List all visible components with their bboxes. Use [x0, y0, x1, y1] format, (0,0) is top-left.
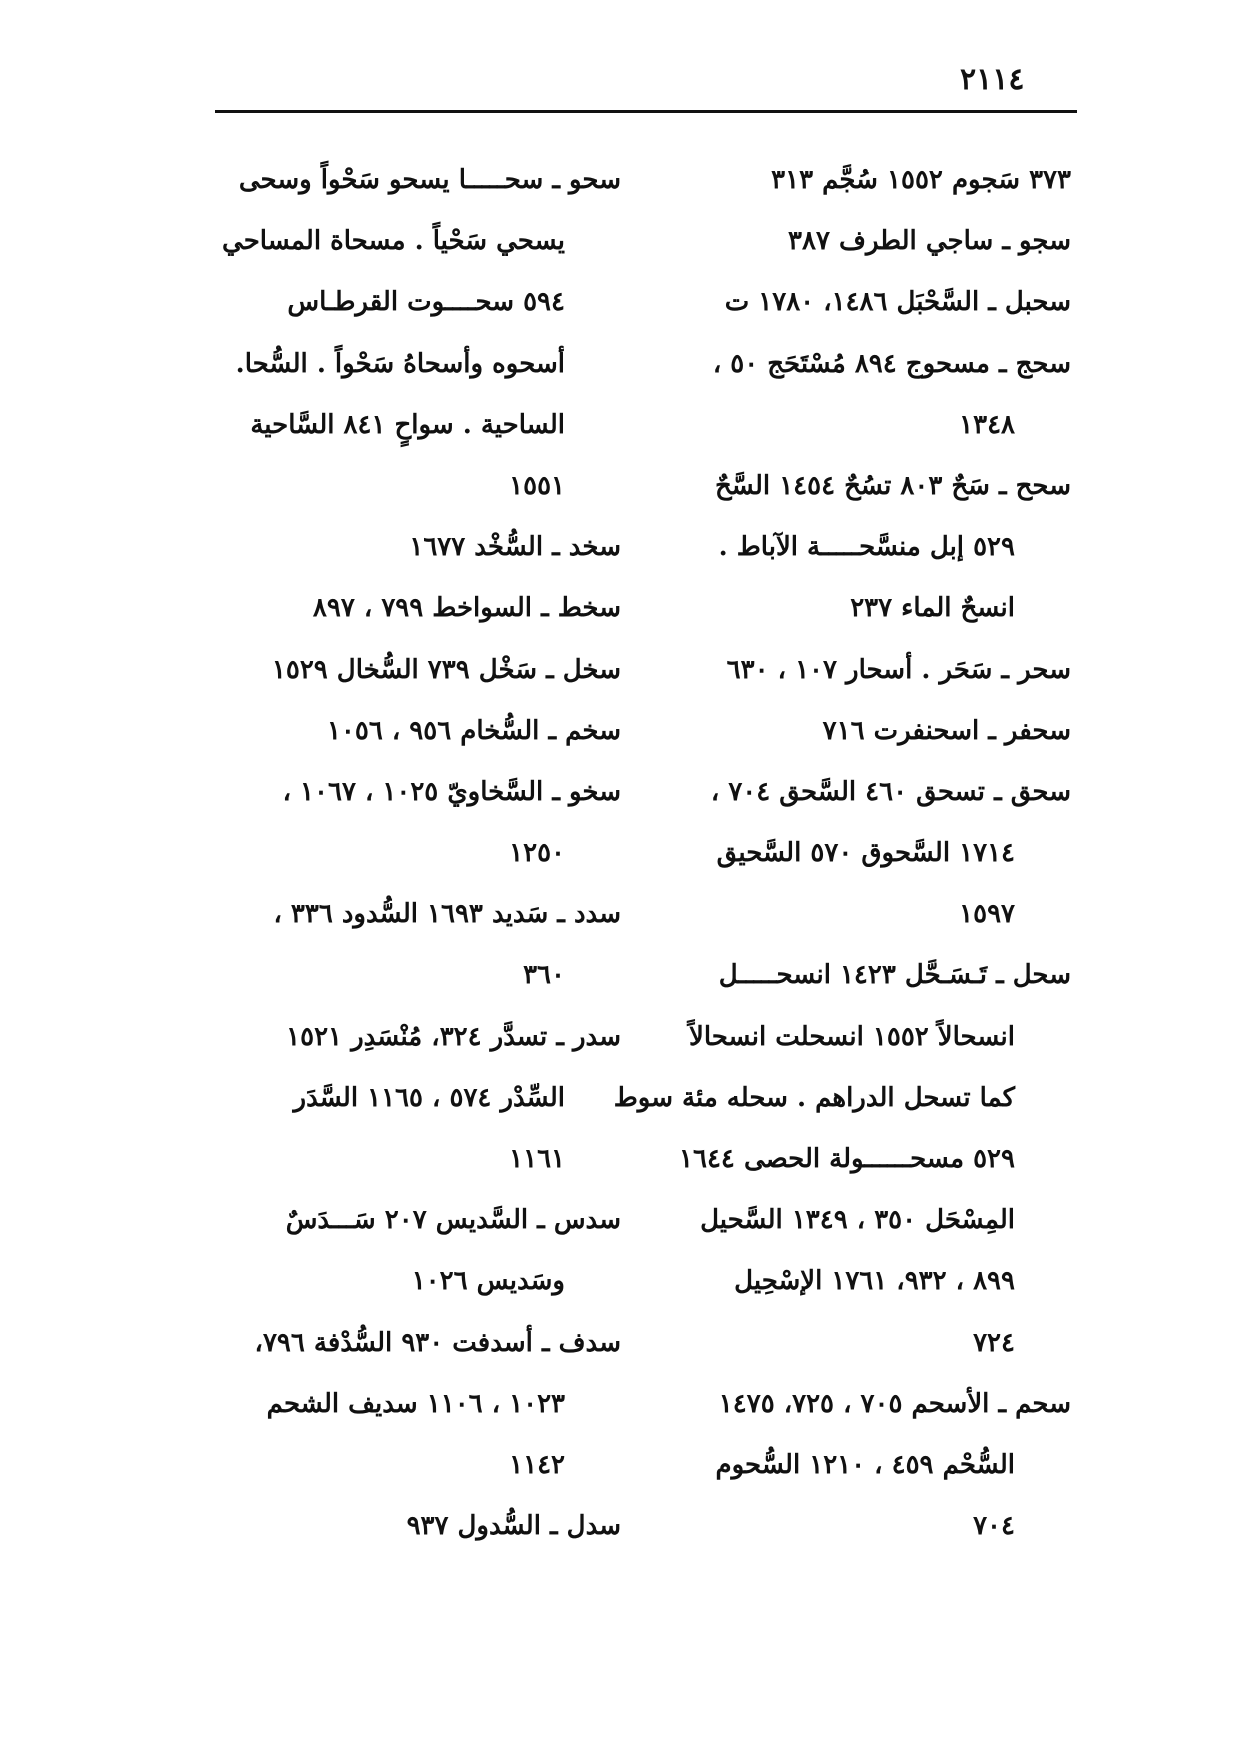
index-line: سحح ـ سَحٌ ٨٠٣ تسُحٌ ١٤٥٤ السَّحٌ [715, 470, 1071, 501]
index-line: ١٠٢٣ ، ١١٠٦ سديف الشحم [266, 1388, 565, 1419]
index-line: انسحالاً ١٥٥٢ انسحلت انسحالاً [689, 1021, 1015, 1052]
index-line: سدس ـ السَّديس ٢٠٧ سَـــدَسٌ [285, 1205, 621, 1236]
index-line: سحبل ـ السَّحْبَل ١٤٨٦، ١٧٨٠ ت [724, 287, 1071, 318]
index-line: ٧٠٤ [973, 1511, 1015, 1542]
index-line: ٥٢٩ مسحــــــولة الحصى ١٦٤٤ [679, 1144, 1015, 1174]
index-line: السُّحْم ٤٥٩ ، ١٢١٠ السُّحوم [715, 1449, 1015, 1480]
index-line: سخل ـ سَخْل ٧٣٩ السُّخال ١٥٢٩ [271, 654, 621, 685]
index-line: كما تسحل الدراهم . سحله مئة سوط [613, 1082, 1015, 1113]
index-line: سخد ـ السُّخْد ١٦٧٧ [409, 532, 621, 563]
index-line: انسحٌ الماء ٢٣٧ [850, 593, 1015, 624]
index-line: الساحية . سواحٍ ٨٤١ السَّاحية [250, 409, 565, 440]
index-line: سدد ـ سَديد ١٦٩٣ السُّدود ٣٣٦ ، [273, 899, 621, 930]
index-line: سحو ـ سحـــــا يسحو سَحْواً وسحى [238, 165, 621, 195]
index-line: ١٢٥٠ [509, 838, 565, 869]
right-column [613, 150, 1071, 1557]
page-number: ٢١١٤ [960, 62, 1025, 97]
index-line: ١٥٩٧ [959, 899, 1015, 930]
left-column [201, 150, 621, 1557]
index-line: سخط ـ السواخط ٧٩٩ ، ٨٩٧ [312, 593, 621, 624]
index-line: سدف ـ أسدفت ٩٣٠ السُّدْفة ٧٩٦، [254, 1327, 621, 1358]
index-line: ١١٤٢ [509, 1449, 565, 1480]
index-line: سحج ـ مسحوج ٨٩٤ مُسْتَحَج ٥٠ ، [712, 348, 1071, 379]
index-line: سحق ـ تسحق ٤٦٠ السَّحق ٧٠٤ ، [710, 776, 1071, 807]
index-line: المِسْحَل ٣٥٠ ، ١٣٤٩ السَّحيل [700, 1205, 1015, 1236]
index-line: سحل ـ تَـسَـحَّل ١٤٢٣ انسحـــــل [718, 960, 1071, 991]
index-line: وسَديس ١٠٢٦ [411, 1266, 565, 1297]
index-line: ١٧١٤ السَّحوق ٥٧٠ السَّحيق [716, 838, 1015, 869]
index-line: سخو ـ السَّخاويّ ١٠٢٥ ، ١٠٦٧ ، [282, 776, 621, 807]
index-line: ٣٦٠ [523, 960, 565, 991]
index-line: ٥٢٩ إبل منسَّحـــــة الآباط . [718, 532, 1015, 563]
index-line: يسحي سَحْياً . مسحاة المساحي [222, 226, 565, 257]
index-line: سحفر ـ اسحنفرت ٧١٦ [822, 715, 1071, 746]
index-line: سجو ـ ساجي الطرف ٣٨٧ [788, 226, 1071, 257]
index-line: ١٥٥١ [509, 470, 565, 501]
index-line: سدر ـ تسدَّر ٣٢٤، مُنْسَدِر ١٥٢١ [286, 1021, 621, 1052]
index-line: سخم ـ السُّخام ٩٥٦ ، ١٠٥٦ [326, 715, 621, 746]
header-rule [215, 110, 1077, 113]
index-line: ١٣٤٨ [959, 409, 1015, 440]
index-line: أسحوه وأسحاهُ سَحْواً . السُّحا. [235, 348, 565, 379]
index-line: ٥٩٤ سحــــوت القرطـاس [287, 287, 565, 318]
index-line: السِّدْر ٥٧٤ ، ١١٦٥ السَّدَر [293, 1082, 565, 1113]
index-line: ٨٩٩ ، ٩٣٢، ١٧٦١ الإسْحِيل [734, 1266, 1015, 1297]
index-line: سحر ـ سَحَر . أسحار ١٠٧ ، ٦٣٠ [726, 654, 1071, 685]
index-line: ٧٢٤ [973, 1327, 1015, 1358]
index-line: ٣٧٣ سَجوم ١٥٥٢ سُجَّم ٣١٣ [771, 165, 1071, 195]
index-line: سدل ـ السُّدول ٩٣٧ [406, 1511, 621, 1542]
index-line: سحم ـ الأسحم ٧٠٥ ، ٧٢٥، ١٤٧٥ [718, 1388, 1071, 1419]
index-line: ١١٦١ [509, 1144, 565, 1174]
